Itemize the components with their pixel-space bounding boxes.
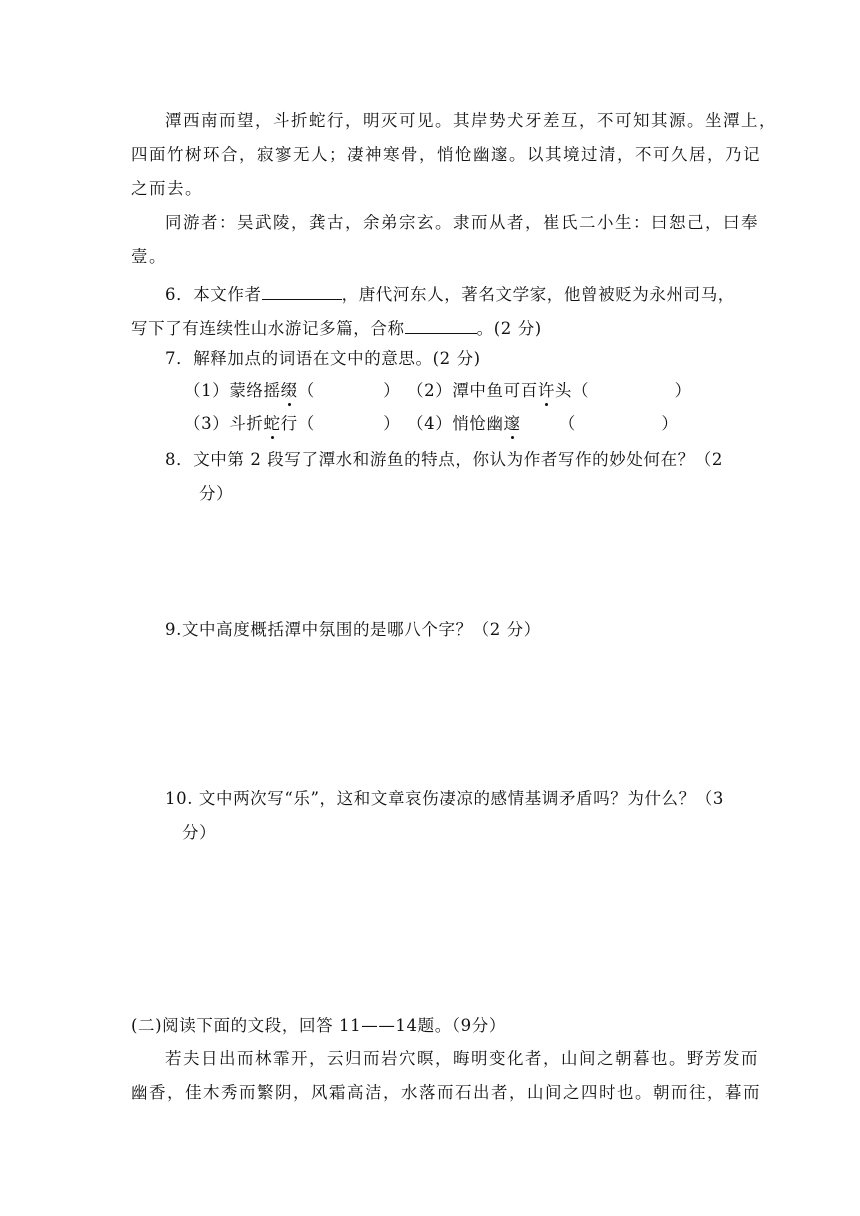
question-7-stem: 7．解释加点的词语在文中的意思。(2 分) bbox=[165, 349, 481, 368]
q7-item-4-dotted-char: 邃 bbox=[503, 414, 521, 433]
q7-item-2-text: 潭中鱼可百 bbox=[452, 381, 538, 400]
question-6-line-2 bbox=[131, 316, 542, 339]
q7-item-2-dotted-char: 许 bbox=[537, 381, 555, 400]
q7-item-1 bbox=[184, 381, 400, 401]
question-10-line-2: 分） bbox=[182, 823, 217, 842]
q6-text-part1: 6．本文作者 bbox=[165, 285, 262, 304]
collection-name-blank bbox=[405, 316, 477, 334]
passage-line-1: 潭西南而望，斗折蛇行，明灭可见。其岸势犬牙差互，不可知其源。坐潭上， bbox=[165, 111, 777, 130]
question-10-line-1: 10. 文中两次写“乐”，这和文章哀伤凄凉的感情基调矛盾吗？为什么？（3 bbox=[165, 789, 724, 808]
q7-item-4-answer-space: （ ） bbox=[558, 414, 679, 433]
q6-text-line2b: 。(2 分) bbox=[476, 319, 542, 338]
passage-line-3: 之而去。 bbox=[131, 179, 203, 198]
q7-item-3-dotted-char: 蛇 bbox=[263, 414, 281, 433]
section-2-passage-line-1: 若夫日出而林霏开，云归而岩穴暝，晦明变化者，山间之朝暮也。野芳发而 bbox=[165, 1049, 759, 1068]
q7-item-2-number: （2） bbox=[407, 381, 453, 400]
q7-item-2-text-end: 头 bbox=[554, 381, 573, 400]
question-8-line-2: 分） bbox=[199, 484, 234, 503]
q7-item-2 bbox=[407, 381, 692, 401]
q7-item-1-dotted-char: 缀 bbox=[280, 381, 298, 400]
q7-item-3-number: （3） bbox=[184, 414, 230, 433]
q6-text-part2: ，唐代河东人，著名文学家，他曾被贬为永州司马， bbox=[341, 285, 735, 304]
q7-item-4 bbox=[407, 414, 678, 434]
q7-item-3-text: 斗折 bbox=[229, 414, 264, 433]
q7-item-4-number: （4） bbox=[407, 414, 453, 433]
q7-item-1-answer-space: （ ） bbox=[297, 381, 401, 400]
passage-line-5: 壹。 bbox=[131, 247, 167, 266]
q7-item-3-answer-space: （ ） bbox=[297, 414, 401, 433]
q7-item-4-text: 悄怆幽 bbox=[452, 414, 504, 433]
passage-line-4: 同游者：吴武陵，龚古，余弟宗玄。隶而从者，崔氏二小生：曰恕己，曰奉 bbox=[165, 213, 759, 232]
passage-line-2: 四面竹树环合，寂寥无人；凄神寒骨，悄怆幽邃。以其境过清，不可久居，乃记 bbox=[131, 145, 761, 164]
q6-text-line2a: 写下了有连续性山水游记多篇，合称 bbox=[131, 319, 405, 338]
question-9: 9.文中高度概括潭中氛围的是哪八个字？（2 分） bbox=[165, 620, 541, 639]
question-8-line-1: 8．文中第 2 段写了潭水和游鱼的特点，你认为作者写作的妙处何在？（2 bbox=[165, 450, 723, 469]
q7-item-3 bbox=[184, 414, 400, 434]
question-6-line-1 bbox=[165, 282, 735, 305]
author-blank bbox=[262, 282, 342, 300]
q7-item-1-text: 蒙络摇 bbox=[229, 381, 281, 400]
section-2-heading: (二)阅读下面的文段，回答 11——14题。（9分） bbox=[131, 1016, 506, 1035]
q7-item-1-number: （1） bbox=[184, 381, 230, 400]
q7-item-3-text-end: 行 bbox=[280, 414, 298, 433]
section-2-passage-line-2: 幽香，佳木秀而繁阴，风霜高洁，水落而石出者，山间之四时也。朝而往，暮而 bbox=[131, 1083, 761, 1102]
q7-item-2-answer-space: （ ） bbox=[572, 381, 692, 400]
